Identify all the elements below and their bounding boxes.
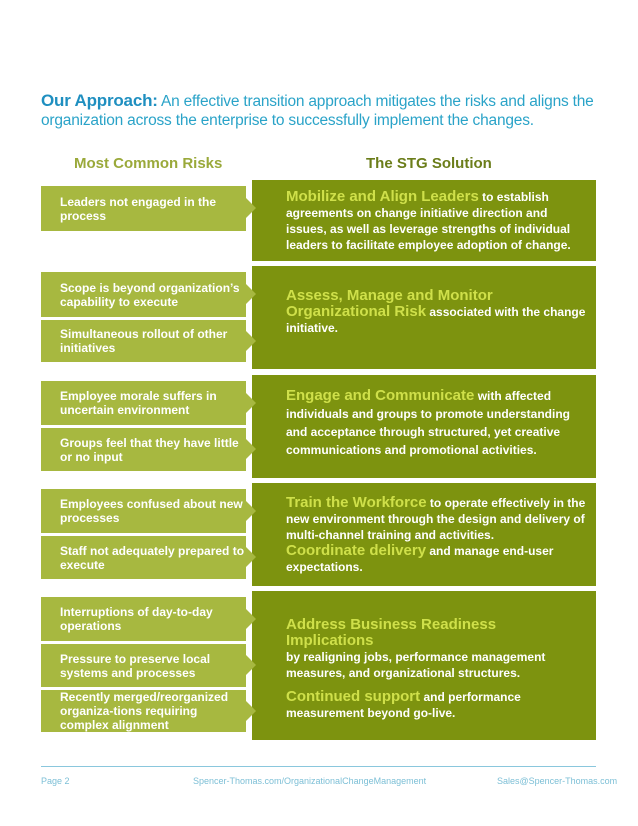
risk-arrow bbox=[244, 607, 256, 631]
risk-item: Simultaneous rollout of other initiatives bbox=[41, 320, 246, 362]
risk-arrow bbox=[244, 437, 256, 461]
solution-4-heading: Train the Workforce bbox=[286, 494, 427, 511]
solution-5-text: by realigning jobs, performance management measures, and organizational structures. bbox=[286, 650, 546, 680]
solution-block-2 bbox=[252, 266, 596, 369]
risk-arrow bbox=[244, 499, 256, 523]
risk-item: Scope is beyond organization’s capability to execute bbox=[41, 272, 246, 317]
risk-arrow bbox=[244, 699, 256, 723]
footer-url-link[interactable]: Spencer-Thomas.com/OrganizationalChangeManagement bbox=[193, 776, 427, 786]
solution-2-heading: Assess, Manage and Monitor Organizational Risk bbox=[286, 287, 493, 320]
risk-item: Employees confused about new processes bbox=[41, 489, 246, 533]
intro-paragraph bbox=[41, 91, 601, 130]
solution-1-text: to establish agreements on change initiative direction and issues, as well as leverage strengths of individual leaders to facilitate employee adoption of change. bbox=[286, 190, 571, 252]
solution-4-text-2: and manage end-user expectations. bbox=[286, 544, 554, 574]
risk-item: Pressure to preserve local systems and processes bbox=[41, 644, 246, 687]
solution-2-text: associated with the change initiative. bbox=[286, 305, 586, 335]
intro-lead: Our Approach: bbox=[41, 91, 158, 110]
risk-item: Recently merged/reorganized organiza-tions requiring complex alignment bbox=[41, 690, 246, 732]
risk-arrow bbox=[244, 545, 256, 569]
solution-1-heading: Mobilize and Align Leaders bbox=[286, 188, 479, 205]
solution-block-1 bbox=[252, 180, 596, 261]
risk-item: Employee morale suffers in uncertain environment bbox=[41, 381, 246, 425]
risk-arrow bbox=[244, 196, 256, 220]
solution-5-heading-2: Continued support bbox=[286, 688, 421, 705]
solution-block-3 bbox=[252, 375, 596, 478]
risk-item: Interruptions of day-to-day operations bbox=[41, 597, 246, 641]
footer-email-link[interactable]: Sales@Spencer-Thomas.com bbox=[497, 776, 618, 786]
risk-arrow bbox=[244, 329, 256, 353]
risk-arrow bbox=[244, 391, 256, 415]
risks-header: Most Common Risks bbox=[74, 155, 223, 172]
intro-text: An effective transition approach mitigates the risks and aligns the organization across the enterprise to successfully implement the changes. bbox=[41, 93, 594, 129]
solution-block-5 bbox=[252, 591, 596, 740]
solution-4-text: to operate effectively in the new environment through the design and delivery of multi-channel training and activities. bbox=[286, 496, 586, 542]
risk-arrow bbox=[244, 653, 256, 677]
solution-block-4 bbox=[252, 483, 596, 586]
solution-3-heading: Engage and Communicate bbox=[286, 387, 475, 404]
solution-5-text-2: and performance measurement beyond go-live. bbox=[286, 690, 521, 720]
solution-4-heading-2: Coordinate delivery bbox=[286, 542, 427, 559]
risk-item: Leaders not engaged in the process bbox=[41, 186, 246, 231]
footer-divider bbox=[41, 766, 596, 767]
solution-5-heading: Address Business Readiness Implications bbox=[286, 616, 497, 649]
risk-item: Groups feel that they have little or no input bbox=[41, 428, 246, 471]
solution-header: The STG Solution bbox=[366, 155, 492, 172]
footer-page-number: Page 2 bbox=[41, 776, 70, 786]
solution-3-text: with affected individuals and groups to promote understanding and acceptance through structured, yet creative communications and promotional activities. bbox=[286, 389, 571, 457]
risk-item: Staff not adequately prepared to execute bbox=[41, 536, 246, 579]
risk-arrow bbox=[244, 282, 256, 306]
